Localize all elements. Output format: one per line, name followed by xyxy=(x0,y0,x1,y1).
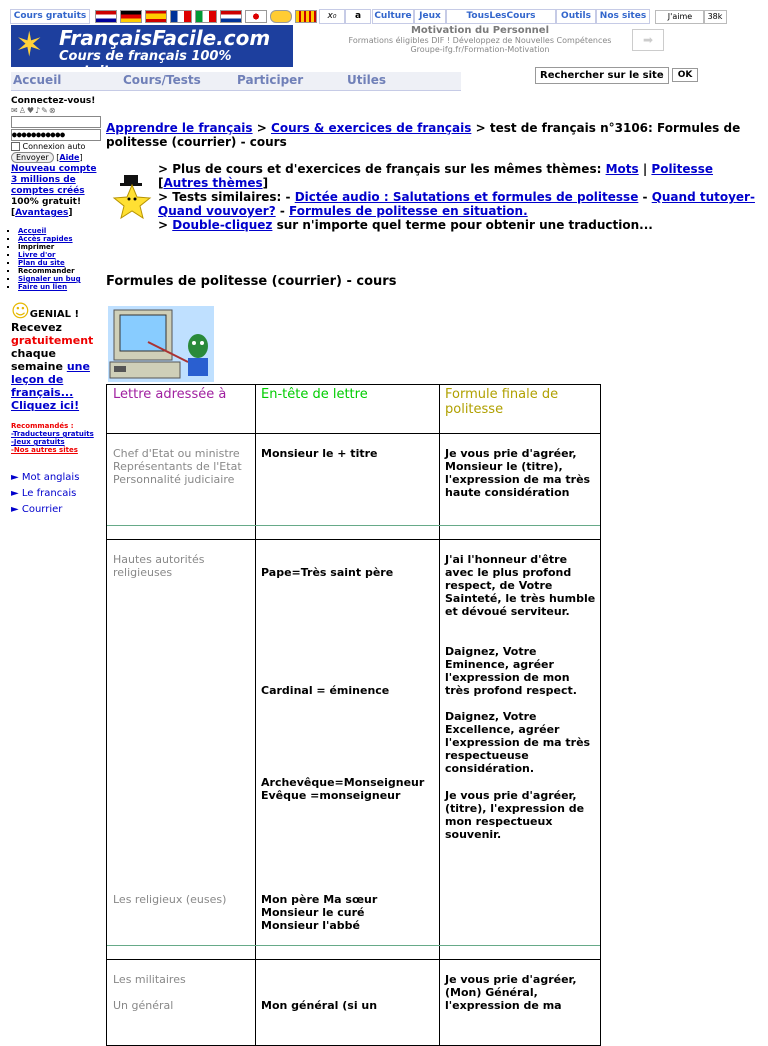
row2-closing-excellence: Daignez, Votre Excellence, agréer l'expression de ma très respectueuse considération. xyxy=(445,710,591,775)
jeux-link[interactable]: Jeux xyxy=(414,9,446,24)
row4-recipient-general: Un général xyxy=(113,999,174,1012)
auto-login-checkbox[interactable] xyxy=(11,142,20,151)
flag-ca-icon[interactable] xyxy=(295,10,317,23)
themes-prefix: > Plus de cours et d'exercices de français sur les mêmes thèmes: xyxy=(158,162,602,176)
connect-title: Connectez-vous! xyxy=(11,96,96,106)
flag-other-icon[interactable] xyxy=(270,10,292,23)
star-icon: ✶ xyxy=(15,25,44,65)
ok-button[interactable]: OK xyxy=(672,68,698,82)
mascot-icon xyxy=(114,175,154,219)
rec-link-jeux[interactable]: -Jeux gratuits xyxy=(11,438,65,446)
main-nav xyxy=(11,72,461,91)
header-lettre: Lettre adressée à xyxy=(113,387,227,402)
auto-login-row xyxy=(11,142,103,151)
math-link[interactable]: x₀ xyxy=(319,9,345,24)
edit-icon[interactable]: ✎ xyxy=(41,106,49,115)
nav-participer[interactable]: Participer xyxy=(237,73,304,87)
top-bar xyxy=(10,9,723,23)
login-field[interactable] xyxy=(11,116,101,128)
cliquez-link[interactable]: Cliquez ici! xyxy=(11,399,80,412)
send-button[interactable]: Envoyer xyxy=(11,152,54,163)
sidebar: Connectez-vous! ✉♙♥♪✎⊗ ●●●●●●●●●●● Connexion auto Envoyer [Aide] Nouveau compte 3 millions de comptes créés 100% gratuit! [Avantages] ▪ Accueil ▪ Accès rapides ▪ Imprimer ▪ Livre d'or ▪ Plan du site ▪ Recommander ▪ Signaler un bug ▪ Faire un lien ☺GENIAL ! Recevez gratuitement chaque semaine une leçon de français... Cliquez ici! Recommandés : -Traducteurs gratuits -Jeux gratuits -Nos autres sites ► Mot anglais ► Le francais ► Courrier xyxy=(11,96,103,518)
row3-header: Mon père Ma sœur Monsieur le curé Monsieur l'abbé xyxy=(261,893,378,932)
tests-prefix: > Tests similaires: - xyxy=(158,190,291,204)
rec-link-traducteurs[interactable]: -Traducteurs gratuits xyxy=(11,430,94,438)
flag-fr-icon[interactable] xyxy=(170,10,192,23)
nav-utiles[interactable]: Utiles xyxy=(347,73,386,87)
sidebar-link-recommander[interactable]: Recommander xyxy=(18,267,75,275)
password-field[interactable]: ●●●●●●●●●●● xyxy=(11,129,101,141)
logo-title: FrançaisFacile.com xyxy=(59,26,271,50)
flag-nl-icon[interactable] xyxy=(220,10,242,23)
close-icon[interactable]: ⊗ xyxy=(48,106,57,115)
row4-closing: Je vous prie d'agréer, (Mon) Général, l'expression de ma xyxy=(445,973,577,1012)
flag-jp-icon[interactable] xyxy=(245,10,267,23)
see-also: > Plus de cours et d'exercices de français sur les mêmes thèmes: Mots | Politesse [Autres thèmes] > Tests similaires: - Dictée audio : Salutations et formules de politesse - Quand tutoyer-Quand vouvoyer? - Formules de politesse en situation. > Double-cliquez sur n'importe quel terme pour obtenir une traduction... xyxy=(158,162,755,232)
breadcrumb-link-cours[interactable]: Cours & exercices de français xyxy=(271,121,472,135)
site-logo[interactable] xyxy=(11,25,293,67)
politeness-table xyxy=(106,384,601,1046)
outils-link[interactable]: Outils xyxy=(556,9,596,24)
millions-link[interactable]: 3 millions de comptes créés xyxy=(11,175,85,196)
course-title: Formules de politesse (courrier) - cours xyxy=(106,274,397,289)
sidebar-icons-row xyxy=(11,106,103,115)
culture-link[interactable]: Culture xyxy=(372,9,414,24)
breadcrumb-sep: > xyxy=(475,121,486,135)
sidebar-link-bug[interactable]: Signaler un bug xyxy=(18,275,81,283)
flag-en-icon[interactable] xyxy=(95,10,117,23)
search-button[interactable]: Rechercher sur le site xyxy=(535,67,669,84)
double-click-link[interactable]: Double-cliquez xyxy=(172,218,273,232)
heart-icon[interactable]: ♥ xyxy=(26,106,36,115)
row2-closing-pape: J'ai l'honneur d'être avec le plus profond respect, de Votre Sainteté, le très humble et dévoué serviteur. xyxy=(445,553,596,618)
row4-recipient: Les militaires xyxy=(113,973,186,986)
help-link[interactable]: Aide xyxy=(59,153,80,162)
new-account-link[interactable]: Nouveau compte xyxy=(11,164,97,174)
flag-it-icon[interactable] xyxy=(195,10,217,23)
header-entete: En-tête de lettre xyxy=(261,387,368,402)
chaque-semaine-text: chaque semaine xyxy=(11,347,63,373)
row3-recipient: Les religieux (euses) xyxy=(113,893,227,906)
nos-sites-link[interactable]: Nos sites xyxy=(596,9,650,24)
recommandes-title: Recommandés : xyxy=(11,422,74,430)
rec-link-sites[interactable]: -Nos autres sites xyxy=(11,446,78,454)
recevez-text: Recevez xyxy=(11,321,62,334)
advantages-link[interactable]: Avantages xyxy=(15,208,69,218)
breadcrumb-sep: > xyxy=(256,121,267,135)
row1-header: Monsieur le + titre xyxy=(261,447,378,460)
le-francais-link[interactable]: ► Le francais xyxy=(11,488,77,499)
sidebar-link-acces[interactable]: Accès rapides xyxy=(18,235,73,243)
test-dictee-link[interactable]: Dictée audio : Salutations et formules de politesse xyxy=(294,190,639,204)
user-icon[interactable]: ♙ xyxy=(18,106,27,115)
double-click-text: sur n'importe quel terme pour obtenir une traduction... xyxy=(276,218,653,232)
test-tutoyer-link[interactable]: Quand tutoyer-Quand vouvoyer? xyxy=(158,190,755,218)
sidebar-links xyxy=(11,227,103,291)
row2-recipient: Hautes autorités religieuses xyxy=(113,553,205,579)
ad-line1: Formations éligibles DIF ! Développez de Nouvelles Compétences xyxy=(348,36,612,45)
row2-header-cardinal: Cardinal = éminence xyxy=(261,684,390,697)
row2-closing-cardinal: Daignez, Votre Eminence, agréer l'expression de mon très profond respect. xyxy=(445,645,577,697)
theme-autres-link[interactable]: Autres thèmes xyxy=(163,176,263,190)
cours-gratuits-link[interactable]: Cours gratuits xyxy=(10,9,90,24)
touslescours-link[interactable]: TousLesCours xyxy=(446,9,556,24)
breadcrumb xyxy=(106,121,746,149)
jaime-count: 38k xyxy=(703,10,727,24)
row2-header-archeveque: Archevêque=Monseigneur Evêque =monseigneur xyxy=(261,776,425,802)
genial-text: GENIAL ! xyxy=(29,309,80,320)
sound-icon[interactable]: ♪ xyxy=(35,106,42,115)
ad-banner[interactable] xyxy=(330,25,630,65)
logo-subtitle: Cours de français 100% xyxy=(59,49,232,64)
row2-closing-titre: Je vous prie d'agréer, (titre), l'expression de mon respectueux souvenir. xyxy=(445,789,585,841)
jaime-button[interactable]: J'aime xyxy=(655,10,705,24)
teacher-computer-illustration xyxy=(108,306,214,382)
a-link[interactable]: a xyxy=(345,9,371,24)
theme-mots-link[interactable]: Mots xyxy=(605,162,639,176)
nav-accueil[interactable]: Accueil xyxy=(13,73,62,87)
theme-politesse-link[interactable]: Politesse xyxy=(651,162,713,176)
row4-header: Mon général (si un xyxy=(261,999,378,1012)
gratuitement-text: gratuitement xyxy=(11,334,94,347)
ad-line2[interactable]: Groupe-ifg.fr/Formation-Motivation xyxy=(410,45,550,54)
sidebar-link-livre[interactable]: Livre d'or xyxy=(18,251,56,259)
smiley-icon: ☺ xyxy=(11,301,30,322)
header-formule: Formule finale de politesse xyxy=(445,387,559,417)
breadcrumb-link-apprendre[interactable]: Apprendre le français xyxy=(106,121,253,135)
mot-anglais-link[interactable]: ► Mot anglais xyxy=(11,472,80,483)
test-situation-link[interactable]: Formules de politesse en situation. xyxy=(289,204,528,218)
sidebar-link-imprimer[interactable]: Imprimer xyxy=(18,243,55,251)
nav-cours-tests[interactable]: Cours/Tests xyxy=(123,73,201,87)
flag-de-icon[interactable] xyxy=(120,10,142,23)
auto-login-label: Connexion auto xyxy=(22,142,86,151)
sidebar-link-lien[interactable]: Faire un lien xyxy=(18,283,68,291)
sidebar-link-accueil[interactable]: Accueil xyxy=(18,227,47,235)
send-row: Envoyer [Aide] xyxy=(11,153,103,162)
row2-header-pape: Pape=Très saint père xyxy=(261,566,394,579)
free-text: 100% gratuit! xyxy=(11,197,82,207)
ad-title[interactable]: Motivation du Personnel xyxy=(410,25,550,36)
breadcrumb-current: test de français n°3106: Formules de politesse (courrier) - cours xyxy=(106,121,741,149)
sidebar-link-plan[interactable]: Plan du site xyxy=(18,259,65,267)
courrier-link[interactable]: ► Courrier xyxy=(11,504,63,515)
lecon-link[interactable]: une leçon de français... xyxy=(11,360,90,399)
row1-recipient: Chef d'Etat ou ministre Représentants de l'Etat Personnalité judiciaire xyxy=(113,447,242,486)
ad-arrow-icon[interactable]: ➡ xyxy=(632,29,664,51)
mail-icon[interactable]: ✉ xyxy=(11,106,19,115)
flag-es-icon[interactable] xyxy=(145,10,167,23)
row1-closing: Je vous prie d'agréer, Monsieur le (titre), l'expression de ma très haute considération xyxy=(445,447,591,499)
